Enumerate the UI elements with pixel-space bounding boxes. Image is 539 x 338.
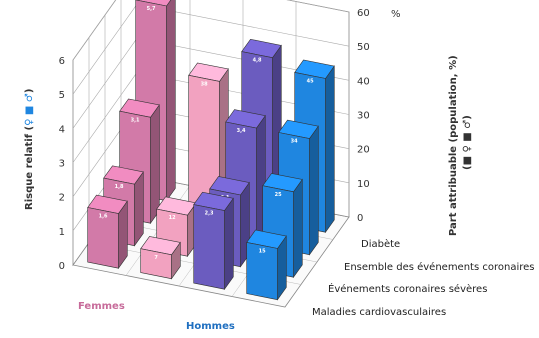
bar-value-label: 1,6: [98, 213, 108, 220]
bar-side: [151, 105, 160, 223]
group-label-femmes: Femmes: [78, 301, 125, 312]
bar-side: [326, 66, 335, 232]
bar-value-label: 25: [274, 191, 282, 198]
group-label-hommes: Hommes: [186, 321, 235, 332]
y-left-tick-label: 0: [58, 261, 65, 272]
bar-front: [194, 205, 225, 290]
y-right-tick-label: 30: [357, 110, 370, 122]
y-left-label: Risque relatif (♀ ■ ♂): [24, 88, 35, 210]
bar: [141, 236, 181, 278]
y-left-tick-label: 5: [58, 90, 65, 102]
bar-side: [294, 179, 303, 277]
bar: [194, 192, 234, 289]
y-right-tick-label: 0: [357, 213, 364, 224]
bar-value-label: 3,1: [130, 117, 140, 124]
bar-side: [310, 126, 319, 255]
y-left-tick-label: 4: [58, 124, 65, 136]
bar: [88, 195, 128, 268]
bar-value-label: 38: [200, 81, 208, 88]
category-label-ensemble-coronaires: Ensemble des événements coronaires: [344, 262, 535, 273]
y-right-unit: %: [391, 9, 401, 20]
bar: [247, 230, 287, 300]
category-label-maladies-cardiovasculaires: Maladies cardiovasculaires: [312, 307, 447, 318]
category-label-diabete: Diabète: [361, 239, 401, 250]
y-right-tick-label: 40: [357, 76, 370, 88]
bar-value-label: 3,4: [236, 128, 246, 134]
bar-value-label: 4,8: [252, 57, 262, 64]
y-right-tick-label: 60: [357, 8, 370, 19]
category-label-coronaires-severes: Événements coronaires sévères: [328, 284, 488, 295]
bar-side: [135, 172, 144, 246]
y-right-tick-label: 20: [357, 144, 370, 156]
bar-value-label: 2,3: [204, 210, 214, 217]
bar-value-label: 34: [290, 138, 298, 145]
y-left-tick-label: 3: [58, 158, 65, 170]
y-right-symbols: (■ ♀ ■ ♂): [462, 115, 473, 170]
bar-side: [225, 198, 234, 289]
bar-value-label: 1,8: [114, 184, 124, 191]
y-left-tick-label: 2: [58, 192, 65, 204]
bar-value-label: 45: [306, 78, 314, 85]
y-left-tick-label: 1: [58, 226, 65, 238]
y-right-label: Part attribuable (population, %): [448, 55, 459, 236]
y-left-tick-label: 6: [58, 56, 65, 67]
bar-side: [167, 0, 176, 201]
y-right-tick-label: 10: [357, 178, 370, 190]
bar-value-label: 7: [154, 254, 158, 261]
bar-value-label: 12: [168, 215, 176, 222]
bar-value-label: 5,7: [146, 5, 156, 12]
bar-value-label: 15: [258, 248, 266, 255]
y-right-tick-label: 50: [357, 42, 370, 54]
